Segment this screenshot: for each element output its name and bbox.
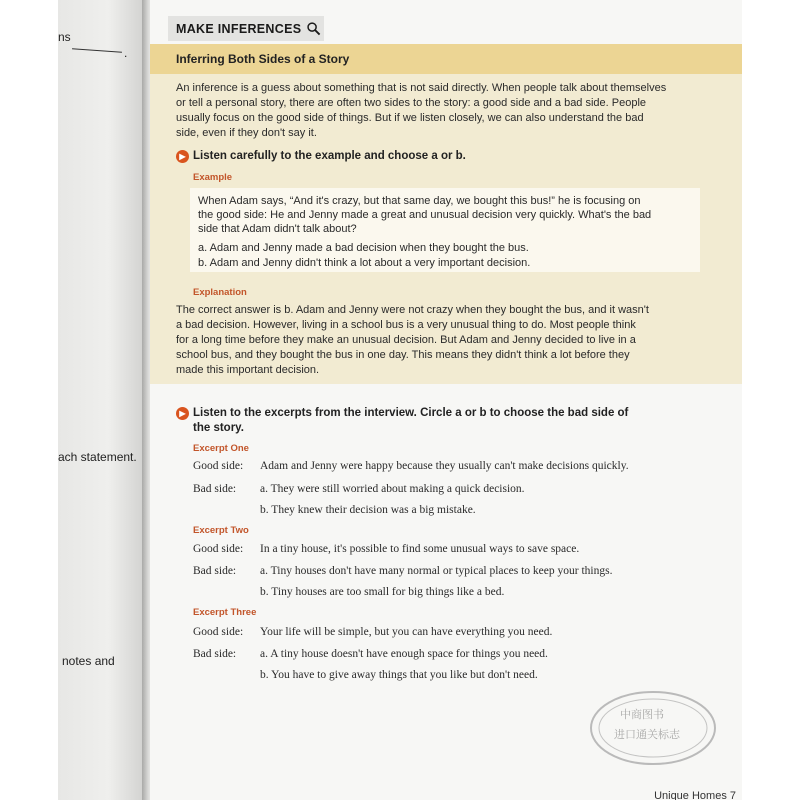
explanation-line: The correct answer is b. Adam and Jenny were not crazy when they bought the bus, and it wasn't <box>176 304 649 316</box>
left-page-fragment: . <box>124 46 128 60</box>
option-b[interactable]: b. You have to give away things that you like but don't need. <box>260 669 538 681</box>
example-line: When Adam says, “And it's crazy, but that same day, we bought this bus!” he is focusing on <box>198 195 641 207</box>
option-a[interactable]: a. Tiny houses don't have many normal or typical places to keep your things. <box>260 565 613 577</box>
good-side-label: Good side: <box>193 626 244 638</box>
bad-side-label: Bad side: <box>193 565 237 577</box>
option-b[interactable]: b. They knew their decision was a big mistake. <box>260 504 476 516</box>
intro-line: An inference is a guess about something that is not said directly. When people talk about themselves <box>176 82 667 94</box>
example-line: side that Adam didn't talk about? <box>198 223 357 235</box>
good-side-label: Good side: <box>193 543 244 555</box>
explanation-paragraph <box>176 303 716 378</box>
background-edge <box>742 0 800 800</box>
good-side-label: Good side: <box>193 460 244 472</box>
right-page <box>150 0 742 800</box>
left-page-fragment: ach statement. <box>58 450 137 464</box>
left-page-fragment: notes and <box>62 654 115 668</box>
answer-line <box>72 48 122 52</box>
explanation-line: for a long time before they make an unusual decision. But Adam and Jenny decided to live in a <box>176 334 636 346</box>
tab-label: MAKE INFERENCES <box>176 21 302 36</box>
explanation-label: Explanation <box>193 287 247 298</box>
explanation-line: school bus, and they bought the bus in one day. This means they didn't think a lot before they <box>176 349 630 361</box>
magnifier-icon <box>306 21 321 36</box>
section-heading: Inferring Both Sides of a Story <box>150 44 742 74</box>
option-b[interactable]: b. Tiny houses are too small for big things like a bed. <box>260 586 505 598</box>
option-a[interactable]: a. A tiny house doesn't have enough space for things you need. <box>260 648 548 660</box>
explanation-line: made this important decision. <box>176 364 320 376</box>
seal-text: 进口通关标志 <box>614 729 680 741</box>
instruction-line: Listen to the excerpts from the interview. Circle a or b to choose the bad side of <box>193 407 629 419</box>
example-line: the good side: He and Jenny made a great and unusual decision very quickly. What's the bad <box>198 209 652 221</box>
explanation-line: a bad decision. However, living in a school bus is a very unusual thing to do. Most people think <box>176 319 636 331</box>
make-inferences-tab <box>168 16 324 41</box>
page-footer: Unique Homes 7 <box>654 790 736 800</box>
import-seal-stamp <box>588 688 718 768</box>
bad-side-label: Bad side: <box>193 483 237 495</box>
instruction-excerpts <box>176 406 628 436</box>
example-box <box>190 188 700 272</box>
play-arrow-icon: ▶ <box>176 150 189 163</box>
option-a[interactable]: a. They were still worried about making a quick decision. <box>260 483 525 495</box>
instruction-line: the story. <box>193 422 244 434</box>
left-page-fragment: ns <box>58 30 71 44</box>
instruction-example <box>176 149 466 164</box>
instruction-text <box>193 406 628 436</box>
example-option-b: b. Adam and Jenny didn't think a lot about a very important decision. <box>198 257 531 269</box>
good-side-text: In a tiny house, it's possible to find some unusual ways to save space. <box>260 543 580 555</box>
bad-side-label: Bad side: <box>193 648 237 660</box>
excerpt-title: Excerpt Two <box>193 525 249 536</box>
intro-line: or tell a personal story, there are often two sides to the story: a good side and a bad side. People <box>176 97 647 109</box>
example-option-a: a. Adam and Jenny made a bad decision when they bought the bus. <box>198 242 529 254</box>
play-arrow-icon: ▶ <box>176 407 189 420</box>
instruction-text: Listen carefully to the example and choose a or b. <box>193 150 466 162</box>
excerpt-title: Excerpt Three <box>193 607 257 618</box>
intro-paragraph <box>176 81 721 141</box>
inference-section <box>150 44 742 384</box>
intro-line: usually focus on the good side of things. But if we listen closely, we can also understand the bad <box>176 112 644 124</box>
seal-text: 中商图书 <box>620 709 664 721</box>
intro-line: side, even if they don't say it. <box>176 127 317 139</box>
good-side-text: Adam and Jenny were happy because they usually can't make decisions quickly. <box>260 460 629 472</box>
example-label: Example <box>193 172 233 183</box>
excerpt-title: Excerpt One <box>193 443 249 454</box>
left-page <box>58 0 142 800</box>
good-side-text: Your life will be simple, but you can have everything you need. <box>260 626 553 638</box>
